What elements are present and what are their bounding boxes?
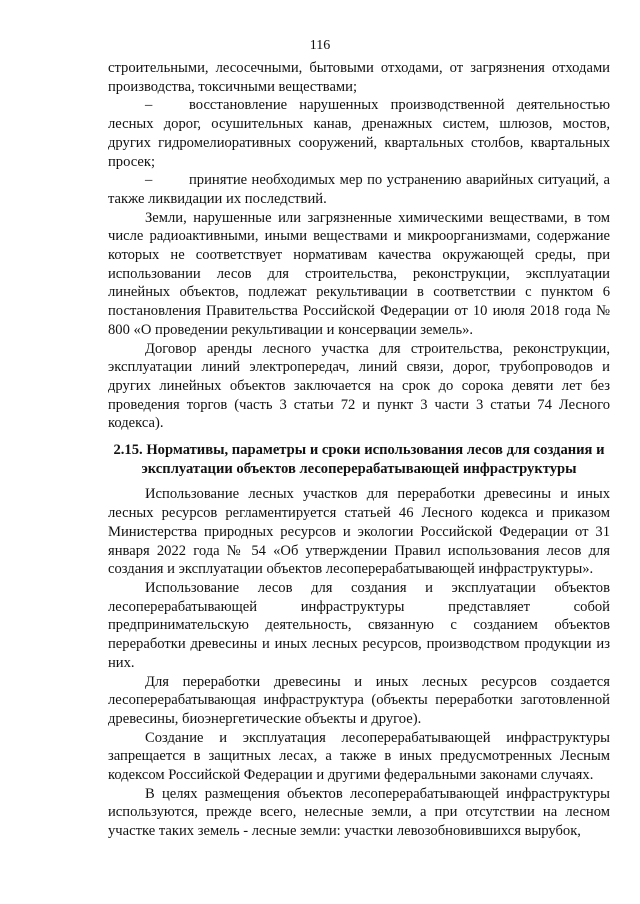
paragraph-land-recultivation: Земли, нарушенные или загрязненные химическими веществами, в том числе радиоактивными, иными веществами и микроорганизмами, содержание которых не соответствует нормативам качества окружающей среды, при использовании лесов для строительства, реконструкции, эксплуатации линейных объектов, подлежат рекультивации в соответствии с пунктом 6 постановления Правительства Российской Федерации от 10 июля 2018 года № 800 «О проведении рекультивации и консервации земель». <box>108 209 610 338</box>
list-item <box>108 171 610 208</box>
paragraph-infrastructure: Для переработки древесины и иных лесных ресурсов создается лесоперерабатывающая инфраструктура (объекты переработки заготовленной древесины, биоэнергетические объекты и другое). <box>108 673 610 727</box>
paragraph-regulation: Использование лесных участков для переработки древесины и иных лесных ресурсов регламентируется статьей 46 Лесного кодекса и приказом Министерства природных ресурсов и экологии Российской Федерации от 31 января 2022 года № 54 «Об утверждении Правил использования лесов для создания и эксплуатации объектов лесоперерабатывающей инфраструктуры». <box>108 486 610 578</box>
document-body <box>108 59 610 841</box>
dash-marker: – <box>145 97 153 114</box>
paragraph-business-activity: Использование лесов для создания и эксплуатации объектов лесоперерабатывающей инфраструктуры представляет собой предпринимательскую деятельность, связанную с созданием объектов переработки древесины и иных лесных ресурсов, производством продукции из них. <box>108 579 610 671</box>
paragraph-continuation: строительными, лесосечными, бытовыми отходами, от загрязнения отходами производства, токсичными веществами; <box>108 60 610 95</box>
dash-marker: – <box>145 172 153 189</box>
section-heading: 2.15. Нормативы, параметры и сроки использования лесов для создания и эксплуатации объектов лесоперерабатывающей инфраструктуры <box>113 442 605 477</box>
paragraph-prohibition: Создание и эксплуатация лесоперерабатывающей инфраструктуры запрещается в защитных лесах, а также в иных предусмотренных Лесным кодексом Российской Федерации и другими федеральными законами случаях. <box>108 729 610 784</box>
list-item-text: принятие необходимых мер по устранению аварийных ситуаций, а также ликвидации их последствий. <box>108 172 610 207</box>
list-item <box>108 96 610 171</box>
page-number: 116 <box>309 38 331 53</box>
paragraph-placement: В целях размещения объектов лесоперерабатывающей инфраструктуры используются, прежде всего, нелесные земли, а при отсутствии на лесном участке таких земель - лесные земли: участки левозобновившихся вырубок, <box>108 785 610 840</box>
paragraph-lease-contract: Договор аренды лесного участка для строительства, реконструкции, эксплуатации линий электропередач, линий связи, дорог, трубопроводов и других линейных объектов заключается на срок до сорока девяти лет без проведения торгов (часть 3 статьи 72 и пункт 3 части 3 статьи 74 Лесного кодекса). <box>108 340 610 432</box>
list-item-text: восстановление нарушенных производственной деятельностью лесных дорог, осушительных канав, дренажных систем, шлюзов, мостов, других гидромелиоративных сооружений, квартальных столбов, квартальных просек; <box>108 97 610 170</box>
